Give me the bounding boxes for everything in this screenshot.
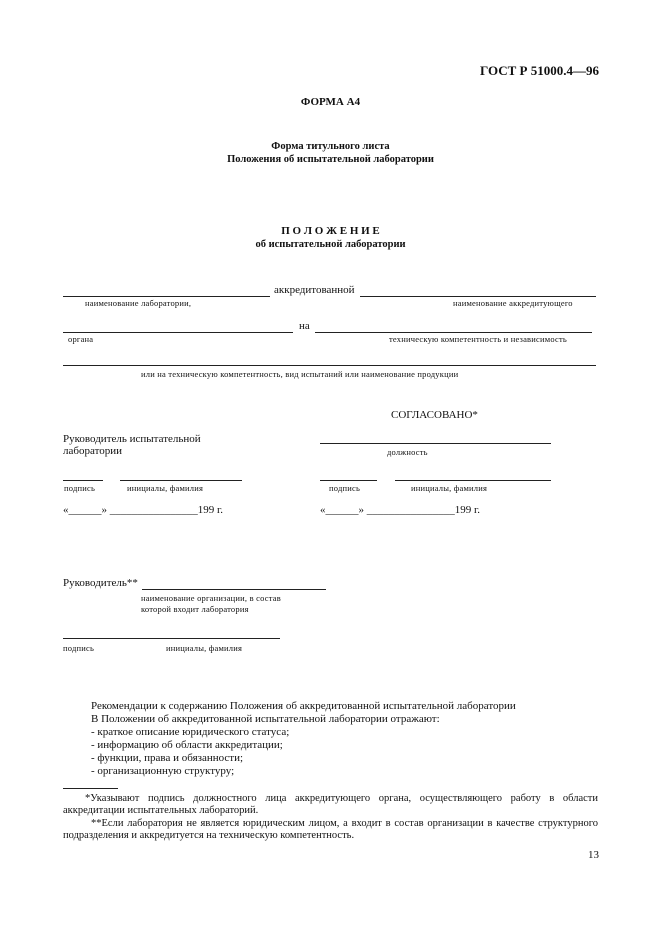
organ-caption: органа bbox=[68, 334, 94, 344]
position-caption: должность bbox=[387, 447, 428, 457]
recommendations-intro: В Положении об аккредитованной испытательной лаборатории отражают: bbox=[91, 713, 440, 725]
footnote-divider bbox=[63, 788, 118, 789]
recommendations-title: Рекомендации к содержанию Положения об аккредитованной испытательной лаборатории bbox=[91, 700, 516, 712]
footnote-2: **Если лаборатория не является юридическим лицом, а входит в состав организации в качестве структурного подразделения и аккредитуется на техническую компетентность. bbox=[63, 818, 598, 841]
on-word: на bbox=[299, 320, 310, 332]
right-initials-caption: инициалы, фамилия bbox=[411, 483, 488, 493]
org-caption-1: наименование организации, в состав bbox=[141, 593, 281, 603]
agreed-label: СОГЛАСОВАНО* bbox=[391, 409, 478, 421]
lab-name-caption: наименование лаборатории, bbox=[85, 298, 192, 308]
list-item: - организационную структуру; bbox=[91, 765, 235, 777]
competence-line bbox=[315, 332, 592, 333]
list-item: - информацию об области аккредитации; bbox=[91, 739, 283, 751]
lab-head-line1: Руководитель испытательной bbox=[63, 433, 201, 445]
scope-caption: или на техническую компетентность, вид испытаний или наименование продукции bbox=[141, 369, 459, 379]
accrediting-caption: наименование аккредитующего bbox=[453, 298, 573, 308]
leader-initials-caption: инициалы, фамилия bbox=[166, 643, 243, 653]
left-signature-line bbox=[63, 480, 103, 481]
leader-label: Руководитель** bbox=[63, 577, 138, 589]
accredited-word: аккредитованной bbox=[274, 284, 355, 296]
accrediting-body-line bbox=[360, 296, 596, 297]
right-initials-line bbox=[395, 480, 551, 481]
left-signature-caption: подпись bbox=[64, 483, 96, 493]
list-item: - краткое описание юридического статуса; bbox=[91, 726, 290, 738]
leader-signature-caption: подпись bbox=[63, 643, 95, 653]
footnote-1: *Указывают подпись должностного лица аккредитующего органа, осуществляющего работу в области аккредитации испытательных лабораторий. bbox=[63, 793, 598, 816]
right-date: «______» ________________199 г. bbox=[320, 504, 481, 516]
left-date: «______» ________________199 г. bbox=[63, 504, 224, 516]
main-subtitle: об испытательной лаборатории bbox=[255, 239, 406, 250]
lab-name-line bbox=[63, 296, 270, 297]
leader-signature-line bbox=[63, 638, 280, 639]
left-initials-line bbox=[120, 480, 242, 481]
main-title: П О Л О Ж Е Н И Е bbox=[281, 225, 380, 237]
org-caption-2: которой входит лаборатория bbox=[141, 604, 249, 614]
right-signature-line bbox=[320, 480, 377, 481]
right-signature-caption: подпись bbox=[329, 483, 361, 493]
document-code: ГОСТ Р 51000.4—96 bbox=[480, 63, 599, 78]
scope-line bbox=[63, 365, 596, 366]
competence-caption: техническую компетентность и независимость bbox=[389, 334, 567, 344]
page-number: 13 bbox=[588, 849, 599, 861]
form-title: ФОРМА А4 bbox=[300, 96, 361, 108]
left-initials-caption: инициалы, фамилия bbox=[127, 483, 204, 493]
organ-line bbox=[63, 332, 293, 333]
lab-head-line2: лаборатории bbox=[63, 445, 123, 457]
form-subtitle-2: Положения об испытательной лаборатории bbox=[227, 154, 434, 165]
list-item: - функции, права и обязанности; bbox=[91, 752, 244, 764]
position-line bbox=[320, 443, 551, 444]
organization-line bbox=[142, 589, 326, 590]
form-subtitle-1: Форма титульного листа bbox=[271, 141, 390, 152]
